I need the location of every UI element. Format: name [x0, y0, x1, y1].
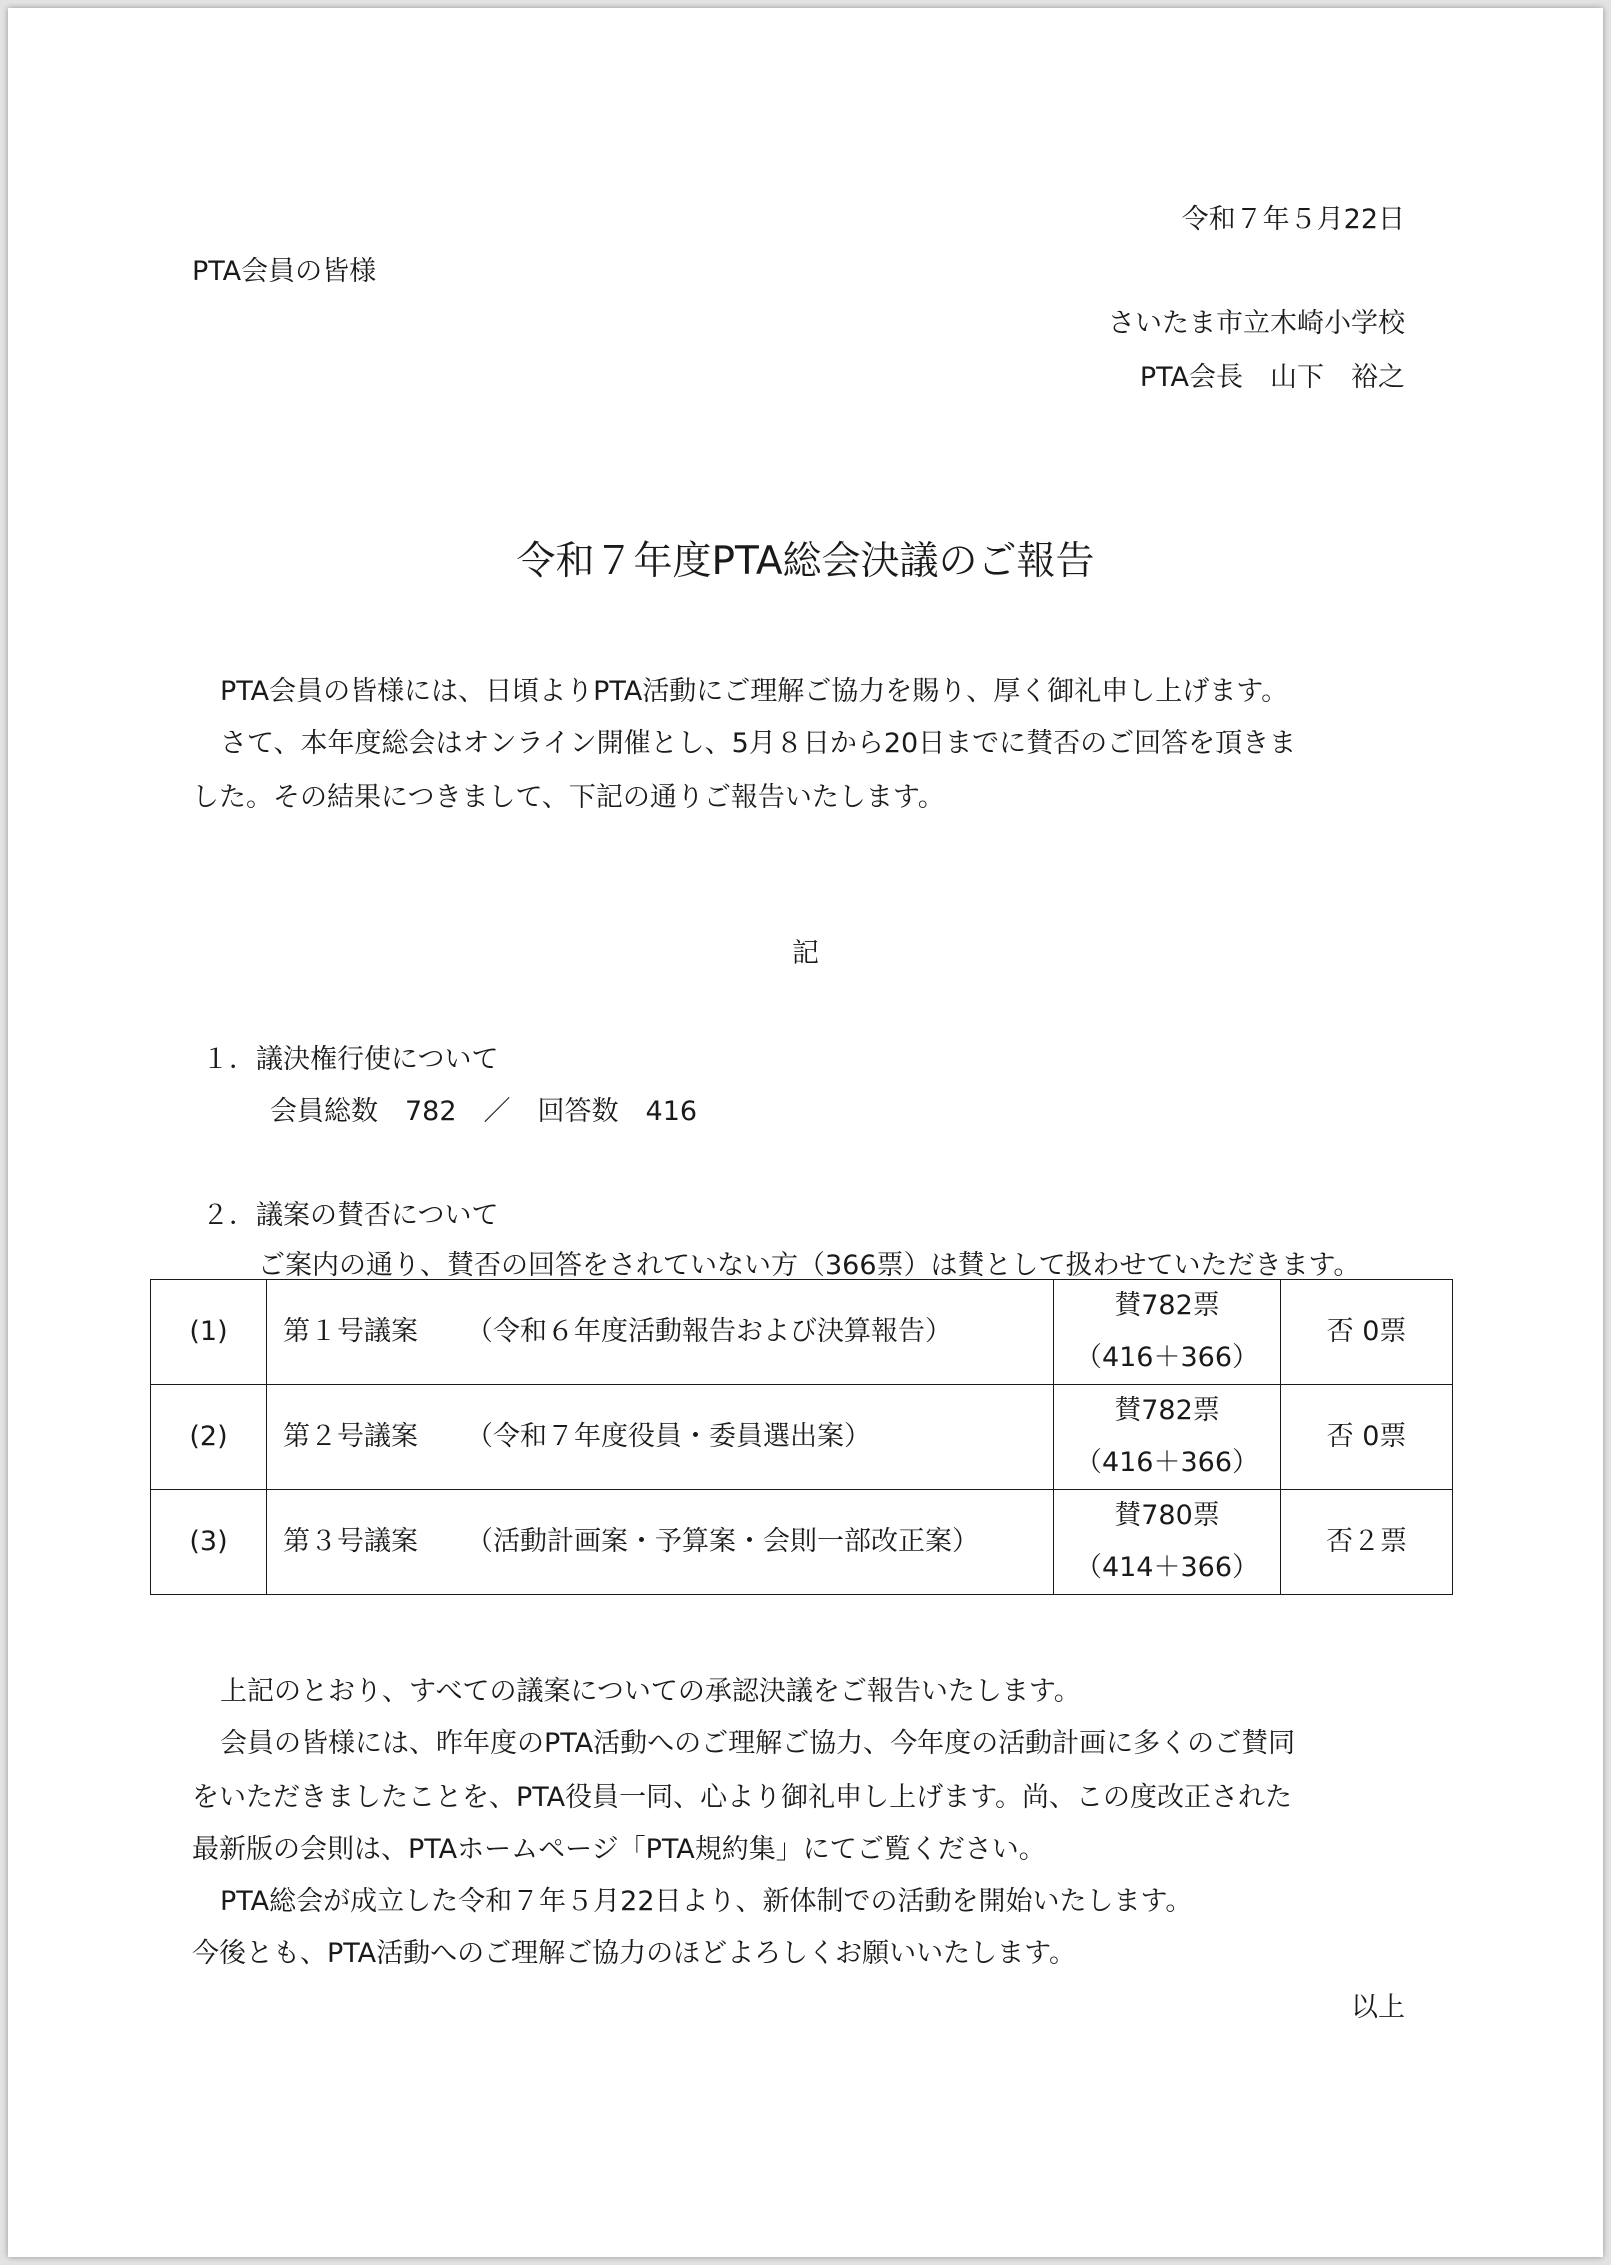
proposal-number: (3)	[151, 1490, 267, 1595]
yes-votes-cell	[1054, 1280, 1281, 1385]
section2-heading: ２．議案の賛否について	[202, 1200, 499, 1231]
closing-line-6: 今後とも、PTA活動へのご理解ご協力のほどよろしくお願いいたします。	[192, 1938, 1076, 1969]
proposal-name: 第２号議案	[283, 1421, 418, 1452]
section1-detail: 会員総数 782 ／ 回答数 416	[270, 1096, 698, 1127]
no-votes: 否 0票	[1281, 1280, 1453, 1385]
proposal-title	[267, 1385, 1054, 1490]
yes-votes-breakdown: （416＋366）	[1074, 1342, 1260, 1373]
no-votes: 否 0票	[1281, 1385, 1453, 1490]
proposal-description: （令和６年度活動報告および決算報告）	[466, 1316, 952, 1347]
yes-votes: 賛780票	[1114, 1500, 1220, 1531]
closing-line-4: 最新版の会則は、PTAホームページ「PTA規約集」にてご覧ください。	[192, 1834, 1046, 1865]
proposal-number: (2)	[151, 1385, 267, 1490]
closing-line-1: 上記のとおり、すべての議案についての承認決議をご報告いたします。	[220, 1676, 1081, 1707]
table-row	[151, 1385, 1453, 1490]
yes-votes-breakdown: （414＋366）	[1074, 1552, 1260, 1583]
proposal-title	[267, 1490, 1054, 1595]
sender-title: PTA会長 山下 裕之	[1139, 362, 1405, 393]
proposal-description: （活動計画案・予算案・会則一部改正案）	[466, 1526, 979, 1557]
no-votes: 否２票	[1281, 1490, 1453, 1595]
intro-line-2: さて、本年度総会はオンライン開催とし、5月８日から20日までに賛否のご回答を頂きま	[220, 728, 1297, 759]
yes-votes: 賛782票	[1114, 1290, 1220, 1321]
yes-votes: 賛782票	[1114, 1395, 1220, 1426]
yes-votes-cell	[1054, 1490, 1281, 1595]
end-marker: 以上	[1351, 1992, 1405, 2023]
vote-results-table	[150, 1279, 1453, 1595]
ki-marker: 記	[792, 938, 819, 969]
yes-votes-cell	[1054, 1385, 1281, 1490]
intro-line-1: PTA会員の皆様には、日頃よりPTA活動にご理解ご協力を賜り、厚く御礼申し上げます。	[220, 676, 1289, 707]
recipient: PTA会員の皆様	[192, 256, 377, 287]
proposal-description: （令和７年度役員・委員選出案）	[466, 1421, 871, 1452]
document-title: 令和７年度PTA総会決議のご報告	[516, 539, 1095, 584]
proposal-title	[267, 1280, 1054, 1385]
yes-votes-breakdown: （416＋366）	[1074, 1447, 1260, 1478]
proposal-name: 第１号議案	[283, 1316, 418, 1347]
intro-line-3: した。その結果につきまして、下記の通りご報告いたします。	[192, 782, 945, 813]
closing-line-5: PTA総会が成立した令和７年５月22日より、新体制での活動を開始いたします。	[220, 1886, 1193, 1917]
section1-heading: １．議決権行使について	[202, 1044, 499, 1075]
proposal-number: (1)	[151, 1280, 267, 1385]
closing-line-2: 会員の皆様には、昨年度のPTA活動へのご理解ご協力、今年度の活動計画に多くのご賛同	[220, 1728, 1296, 1759]
document-page	[8, 8, 1603, 2257]
sender-school: さいたま市立木崎小学校	[1108, 308, 1405, 339]
table-row	[151, 1280, 1453, 1385]
proposal-name: 第３号議案	[283, 1526, 418, 1557]
section2-note: ご案内の通り、賛否の回答をされていない方（366票）は賛として扱わせていただきます。	[258, 1250, 1361, 1281]
table-row	[151, 1490, 1453, 1595]
issue-date: 令和７年５月22日	[1181, 204, 1405, 235]
closing-line-3: をいただきましたことを、PTA役員一同、心より御礼申し上げます。尚、この度改正された	[192, 1782, 1292, 1813]
